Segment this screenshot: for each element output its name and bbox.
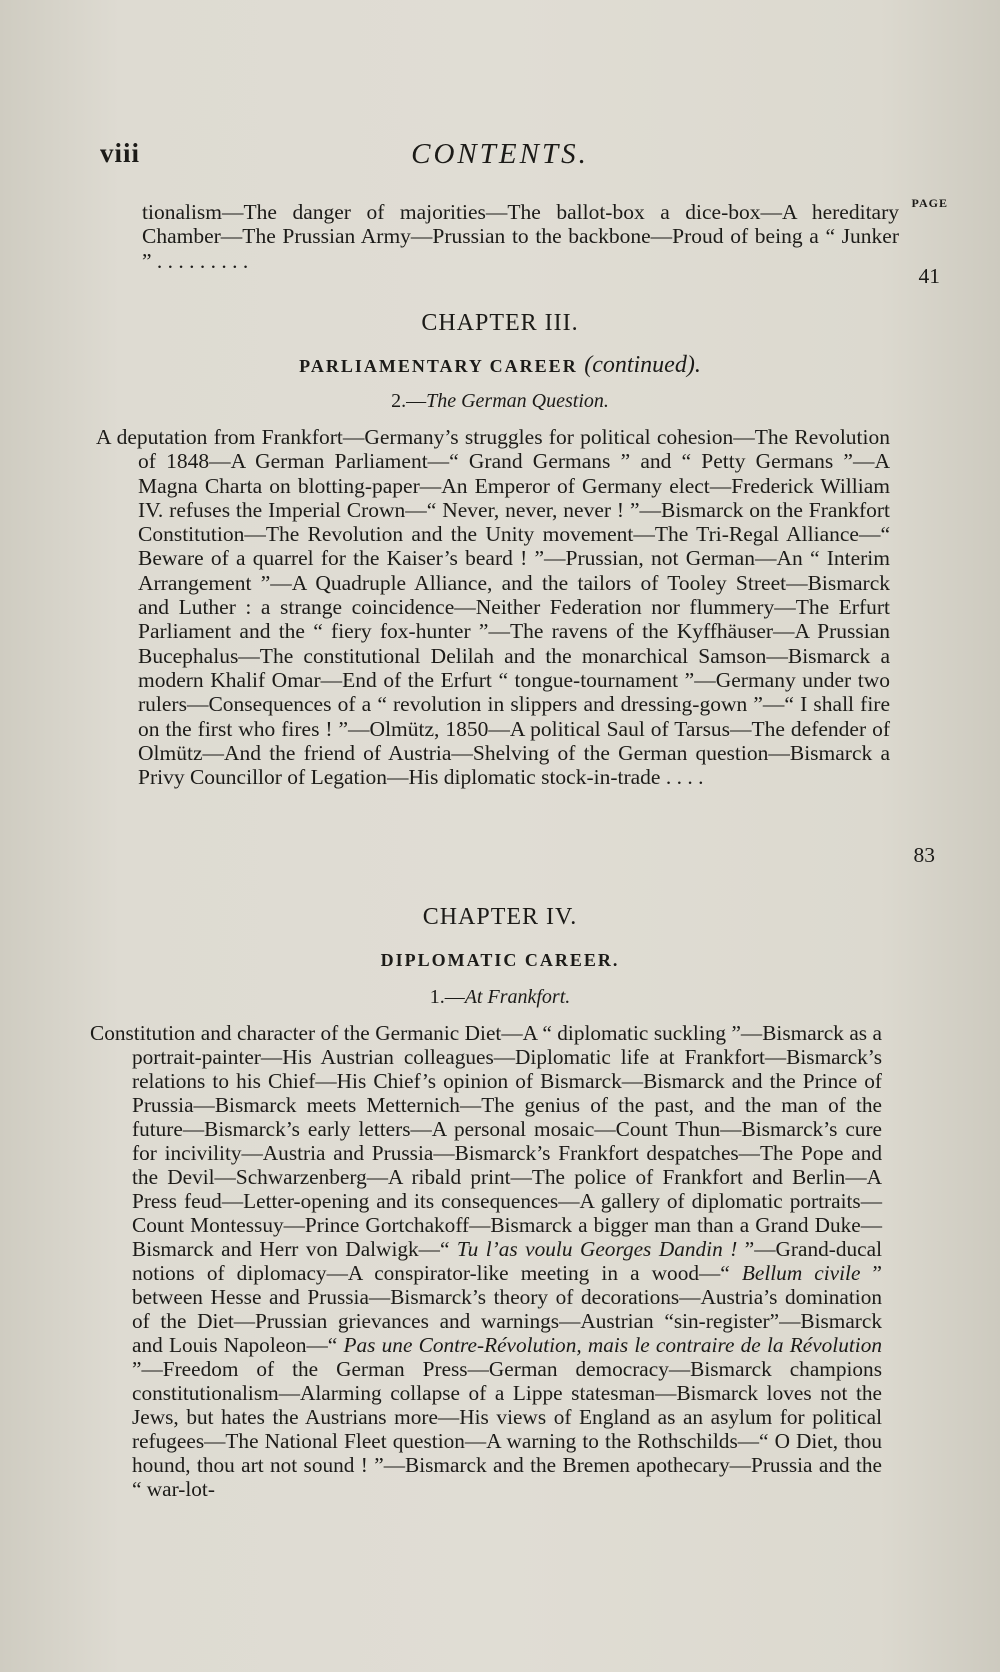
chapter-4-heading: CHAPTER IV.	[422, 904, 578, 930]
continuation-page-number: 41	[918, 264, 940, 288]
chapter-3-page-number: 83	[913, 843, 935, 867]
chapter-4-section-title: At Frankfort.	[464, 986, 571, 1008]
chapter-4-section-number: 1.—	[429, 986, 465, 1008]
page-folio: viii	[100, 138, 141, 168]
chapter-3-title-text: PARLIAMENTARY CAREER	[299, 356, 578, 376]
running-head: CONTENTS.	[411, 138, 589, 170]
chapter-3-section-heading	[0, 390, 1000, 413]
chapter-3-summary	[96, 425, 890, 789]
chapter-4-quote-dandin: Tu l’as voulu Georges Dandin !	[456, 1237, 738, 1261]
chapter-4-quote-revolution: Pas une Contre-Révolution, mais le contraire de la Révolution	[343, 1333, 882, 1357]
chapter-3-title-suffix: (continued).	[584, 352, 701, 378]
chapter-3-title	[0, 352, 1000, 379]
page-column-label: PAGE	[911, 196, 948, 210]
continuation-text: tionalism—The danger of majorities—The ballot-box a dice-box—A hereditary Chamber—The Prussian Army—Prussian to the backbone—Proud of being a “ Junker ” . . . . . . . . .	[142, 200, 899, 273]
chapter-3-section-title: The German Question.	[426, 390, 609, 412]
chapter-4-summary-text	[90, 1021, 882, 1501]
chapter-3-section-number: 2.—	[391, 390, 427, 412]
chapter-4-summary-part-a: Constitution and character of the Germanic Diet—A “ diplomatic suckling ”—Bismarck as a portrait-painter—His Austrian colleagues—Diplomatic life at Frankfort—Bismarck’s relations to his Chief—His Chief’s opinion of Bismarck—Bismarck and the Prince of Prussia—Bismarck meets Metternich—The genius of the past, and the man of the future—Bismarck’s early letters—A personal mosaic—Count Thun—Bismarck’s cure for incivility—Austria and Prussia—Bismarck’s Frankfort despatches—The Pope and the Devil—Schwarzenberg—A ribald print—The police of Frankfort and Berlin—A Press feud—Letter-opening and its consequences—A gallery of diplomatic portraits—Count Montessuy—Prince Gortchakoff—Bismarck a bigger man than a Grand Duke—Bismarck and Herr von Dalwigk—“	[90, 1021, 882, 1261]
chapter-4-summary-part-d: ”—Freedom of the German Press—German democracy—Bismarck champions constitutionalism—Alarming collapse of a Lippe statesman—Bismarck loves not the Jews, but hates the Austrians more—His views of England as an asylum for political refugees—The National Fleet question—A warning to the Rothschilds—“ O Diet, thou hound, thou art not sound ! ”—Bismarck and the Bremen apothecary—Prussia and the “ war-lot-	[132, 1357, 882, 1501]
chapter-4-summary-part-c: ” between Hesse and Prussia—Bismarck’s theory of decorations—Austria’s domination of the Diet—Prussian grievances and warnings—Austrian “sin-register”—Bismarck and Louis Napoleon—“	[132, 1261, 882, 1357]
chapter-4-summary	[90, 1021, 882, 1501]
chapter-3-summary-text: A deputation from Frankfort—Germany’s struggles for political cohesion—The Revolution of 1848—A German Parliament—“ Grand Germans ” and “ Petty Germans ”—A Magna Charta on blotting-paper—An Emperor of Germany elect—Frederick William IV. refuses the Imperial Crown—“ Never, never, never ! ”—Bismarck on the Frankfort Constitution—The Revolution and the Unity movement—The Tri-Regal Alliance—“ Beware of a quarrel for the Kaiser’s beard ! ”—Prussian, not German—An “ Interim Arrangement ”—A Quadruple Alliance, and the tailors of Tooley Street—Bismarck and Luther : a strange coincidence—Neither Federation nor flummery—The Erfurt Parliament and the “ fiery fox-hunter ”—The ravens of the Kyffhäuser—A Prussian Bucephalus—The constitutional Delilah and the monarchical Samson—Bismarck a modern Khalif Omar—End of the Erfurt “ tongue-tournament ”—Germany under two rulers—Consequences of a “ revolution in slippers and dressing-gown ”—“ I shall fire on the first who fires ! ”—Olmütz, 1850—A political Saul of Tarsus—The defender of Olmütz—And the friend of Austria—Shelving of the German question—Bismarck a Privy Councillor of Legation—His diplomatic stock-in-trade . . . .	[96, 425, 890, 790]
chapter-4-section-heading	[0, 986, 1000, 1009]
chapter-4-summary-part-b: ”—Grand-ducal notions of diplomacy—A conspirator-like meeting in a wood—“	[132, 1237, 882, 1285]
chapter-3-heading: CHAPTER III.	[421, 310, 579, 336]
chapter-4-quote-bellum: Bellum civile	[741, 1261, 861, 1285]
continuation-entry	[96, 200, 899, 273]
chapter-4-title: DIPLOMATIC CAREER.	[380, 950, 620, 970]
